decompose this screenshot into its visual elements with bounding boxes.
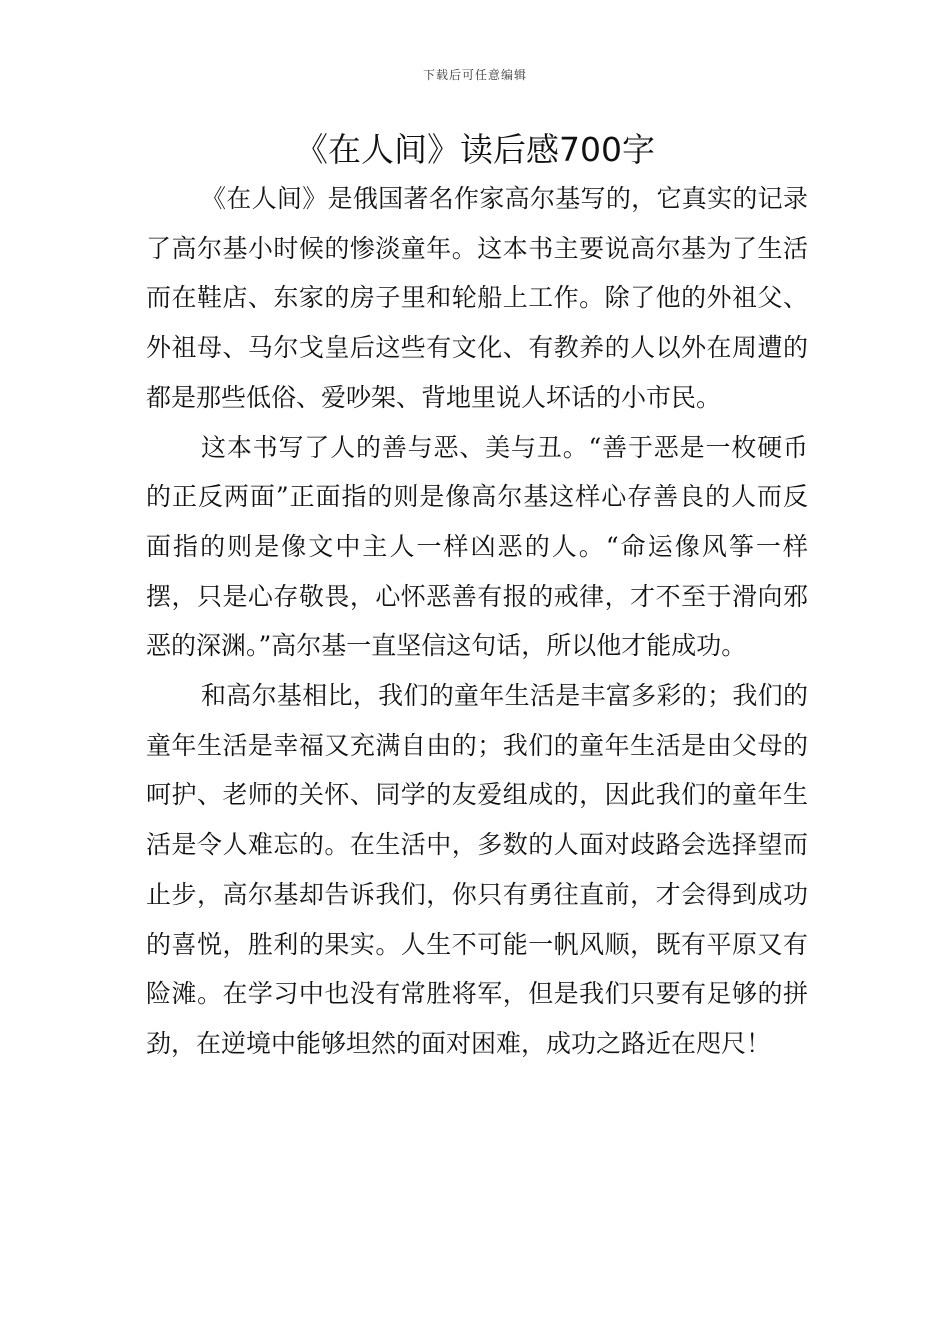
paragraph-1: 《在人间》是俄国著名作家高尔基写的，它真实的记录了高尔基小时候的惨淡童年。这本书主要说高尔基为了生活而在鞋店、东家的房子里和轮船上工作。除了他的外祖父、外祖母、马尔戈皇后这些有文化、有教养的人以外在周遭的都是那些低俗、爱吵架、背地里说人坏话的小市民。 (146, 184, 808, 412)
paragraph-2: 这本书写了人的善与恶、美与丑。“善于恶是一枚硬币的正反两面”正面指的则是像高尔基这样心存善良的人而反面指的则是像文中主人一样凶恶的人。“命运像风筝一样摆，只是心存敬畏，心怀恶善有报的戒律，才不至于滑向邪恶的深渊。”高尔基一直坚信这句话，所以他才能成功。 (146, 432, 808, 661)
page-title: 《在人间》读后感700字 (295, 130, 655, 169)
header-note: 下载后可任意编辑 (422, 68, 527, 82)
essay-body (146, 174, 808, 1069)
paragraph-3: 和高尔基相比，我们的童年生活是丰富多彩的；我们的童年生活是幸福又充满自由的；我们的童年生活是由父母的呵护、老师的关怀、同学的友爱组成的，因此我们的童年生活是令人难忘的。在生活中，多数的人面对歧路会选择望而止步，高尔基却告诉我们，你只有勇往直前，才会得到成功的喜悦，胜利的果实。人生不可能一帆风顺，既有平原又有险滩。在学习中也没有常胜将军，但是我们只要有足够的拼劲，在逆境中能够坦然的面对困难，成功之路近在咫尺！ (146, 681, 808, 1058)
